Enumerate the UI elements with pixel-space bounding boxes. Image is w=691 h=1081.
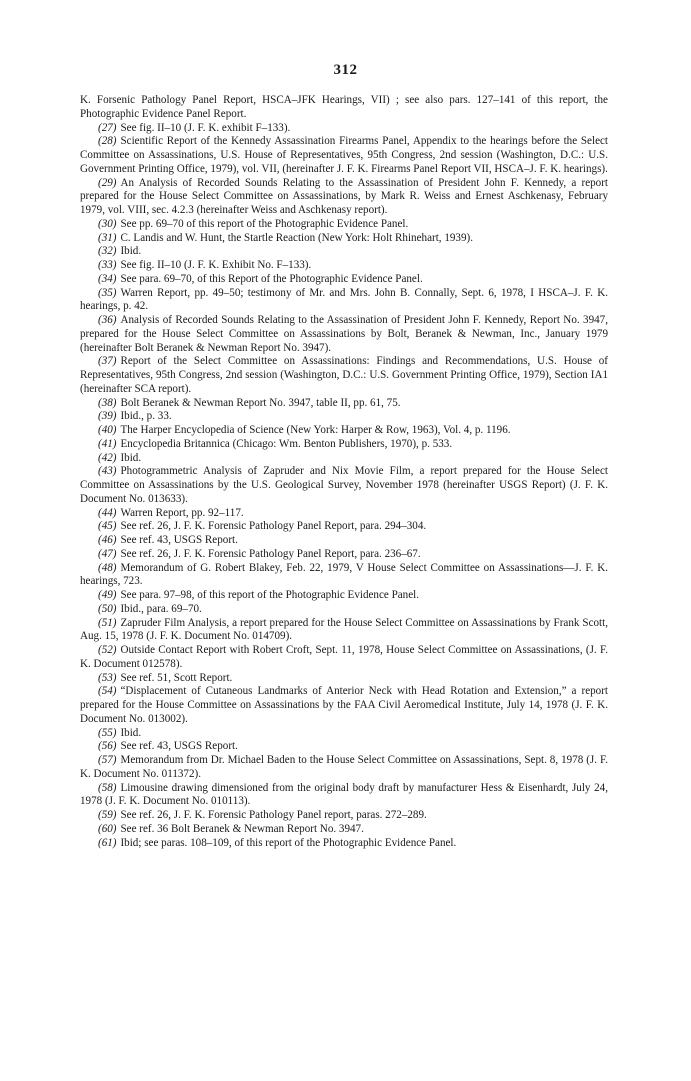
endnote-number: (59) xyxy=(98,809,117,821)
endnote-number: (31) xyxy=(98,231,117,244)
endnote-item xyxy=(80,534,608,548)
endnote-text: See ref. 43, USGS Report. xyxy=(120,740,238,753)
endnote-text: Outside Contact Report with Robert Croft, Sept. 11, 1978, House Select Committee on Assassinations, (J. F. K. Document 012578). xyxy=(80,644,608,670)
endnote-number: (36) xyxy=(98,314,117,326)
endnote-item xyxy=(80,562,608,590)
endnote-text: Scientific Report of the Kennedy Assassination Firearms Panel, Appendix to the hearings before the Select Committee on Assassinations, U.S. House of Representatives, 95th Congress, 2nd session (Washington, D.C.: U.S. Government Printing Office, 1979), vol. VII, (hereinafter J. F. K. Firearms Panel Report VII, HSCA–J. F. K. hearings). xyxy=(80,135,608,175)
endnote-item xyxy=(80,465,608,506)
endnote-text: Warren Report, pp. 92–117. xyxy=(120,506,244,519)
endnote-item xyxy=(80,452,608,466)
endnote-item xyxy=(80,438,608,452)
endnote-item xyxy=(80,685,608,726)
endnotes-list xyxy=(80,94,608,850)
endnote-item xyxy=(80,727,608,741)
endnote-number: (28) xyxy=(98,135,117,148)
endnote-text: Limousine drawing dimensioned from the original body draft by manufacturer Hess & Eisenhardt, July 24, 1978 (J. F. K. Document No. 010113). xyxy=(80,781,608,808)
endnote-text: See ref. 26, J. F. K. Forensic Pathology Panel report, paras. 272–289. xyxy=(120,809,427,821)
endnote-number: (38) xyxy=(98,396,117,409)
endnote-number: (51) xyxy=(98,616,117,629)
endnote-text: Bolt Beranek & Newman Report No. 3947, table II, pp. 61, 75. xyxy=(120,396,401,409)
endnote-text: Zapruder Film Analysis, a report prepared for the House Select Committee on Assassinations by Frank Scott, Aug. 15, 1978 (J. F. K. Document No. 014709). xyxy=(80,616,608,643)
endnote-number: (53) xyxy=(98,671,117,684)
endnote-text: Ibid., p. 33. xyxy=(120,410,172,423)
endnote-text: Warren Report, pp. 49–50; testimony of Mr. and Mrs. John B. Connally, Sept. 6, 1978, I HSCA–J. F. K. hearings, p. 42. xyxy=(80,286,608,313)
endnote-item xyxy=(80,754,608,782)
endnote-item xyxy=(80,644,608,672)
endnote-item xyxy=(80,122,608,136)
endnote-item xyxy=(80,837,608,851)
endnote-item xyxy=(80,218,608,232)
endnote-item xyxy=(80,603,608,617)
endnote-item xyxy=(80,589,608,603)
endnote-text: Ibid. xyxy=(120,726,142,739)
endnote-item xyxy=(80,397,608,411)
endnote-item xyxy=(80,245,608,259)
endnote-item xyxy=(80,314,608,355)
endnote-text: Report of the Select Committee on Assassinations: Findings and Recommendations, U.S. House of Representatives, 95th Congress, 2nd session (Washington, D.C.: U.S. Government Printing Office, 1979), Section IA1 (hereinafter SCA report). xyxy=(80,355,608,395)
page-number: 312 xyxy=(333,62,358,78)
endnote-number: (45) xyxy=(98,520,117,533)
endnote-number: (29) xyxy=(98,176,117,189)
endnote-text: See ref. 43, USGS Report. xyxy=(120,534,238,546)
endnote-text: See para. 97–98, of this report of the Photographic Evidence Panel. xyxy=(120,589,420,601)
endnote-text: Ibid; see paras. 108–109, of this report of the Photographic Evidence Panel. xyxy=(120,836,457,849)
endnote-number: (60) xyxy=(98,822,117,835)
endnote-number: (43) xyxy=(98,465,117,478)
endnote-number: (40) xyxy=(98,424,117,436)
endnote-text: See ref. 26, J. F. K. Forensic Pathology Panel Report, para. 236–67. xyxy=(120,547,421,560)
endnote-item xyxy=(80,424,608,438)
endnote-item xyxy=(80,520,608,534)
endnote-number: (32) xyxy=(98,245,117,258)
endnote-number: (35) xyxy=(98,286,117,299)
endnote-item xyxy=(80,617,608,645)
endnote-number: (39) xyxy=(98,410,117,423)
endnote-item xyxy=(80,355,608,396)
endnote-number: (54) xyxy=(98,685,117,698)
endnote-text: C. Landis and W. Hunt, the Startle Reaction (New York: Holt Rhinehart, 1939). xyxy=(120,231,473,244)
endnote-item xyxy=(80,273,608,287)
endnote-item xyxy=(80,672,608,686)
endnote-number: (49) xyxy=(98,589,117,601)
endnote-text: Memorandum of G. Robert Blakey, Feb. 22, 1979, V House Select Committee on Assassinations—J. F. K. hearings, 723. xyxy=(80,561,608,588)
endnote-text: “Displacement of Cutaneous Landmarks of Anterior Neck with Head Rotation and Extension,” a report prepared for the House Committee on Assassinations by the FAA Civil Aeromedical Institute, July 14, 1978 (J. F. K. Document No. 013002). xyxy=(80,685,608,725)
endnote-text: An Analysis of Recorded Sounds Relating to the Assassination of President John F. Kennedy, a report prepared for the House Select Committee on Assassinations, by Mark R. Weiss and Ernest Aschkenasy, February 1979, vol. VIII, sec. 4.2.3 (hereinafter Weiss and Aschkenasy report). xyxy=(80,176,608,216)
endnote-number: (33) xyxy=(98,259,117,271)
endnote-item xyxy=(80,809,608,823)
endnote-text: See pp. 69–70 of this report of the Photographic Evidence Panel. xyxy=(120,217,409,230)
endnote-item xyxy=(80,740,608,754)
endnote-item xyxy=(80,410,608,424)
endnote-number: (57) xyxy=(98,754,117,766)
endnote-item xyxy=(80,135,608,176)
endnote-number: (46) xyxy=(98,534,117,546)
endnote-text: The Harper Encyclopedia of Science (New York: Harper & Row, 1963), Vol. 4, p. 1196. xyxy=(120,424,511,436)
endnote-text: Ibid. xyxy=(120,245,142,258)
endnote-item xyxy=(80,823,608,837)
endnote-number: (47) xyxy=(98,547,117,560)
endnote-number: (61) xyxy=(98,836,117,849)
endnote-number: (56) xyxy=(98,740,117,753)
endnote-item xyxy=(80,548,608,562)
endnote-text: Ibid. xyxy=(120,451,142,464)
endnote-text: Memorandum from Dr. Michael Baden to the House Select Committee on Assassinations, Sept. 8, 1978 (J. F. K. Document No. 011372). xyxy=(80,754,608,780)
endnote-number: (27) xyxy=(98,121,117,134)
endnote-number: (50) xyxy=(98,602,117,615)
endnote-text: See fig. II–10 (J. F. K. Exhibit No. F–133). xyxy=(120,259,312,271)
endnote-text: See ref. 51, Scott Report. xyxy=(120,671,233,684)
endnote-number: (42) xyxy=(98,451,117,464)
endnote-text: Ibid., para. 69–70. xyxy=(120,602,202,615)
endnote-item xyxy=(80,177,608,218)
endnote-number: (48) xyxy=(98,561,117,574)
notes-container xyxy=(80,122,608,851)
endnote-number: (37) xyxy=(98,355,117,368)
endnote-number: (58) xyxy=(98,781,117,794)
endnote-item xyxy=(80,782,608,810)
endnote-item xyxy=(80,287,608,315)
endnote-text: Photogrammetric Analysis of Zapruder and Nix Movie Film, a report prepared for the House Select Committee on Assassinations by the U.S. Geological Survey, November 1978 (hereinafter USGS Report) (J. F. K. Document No. 013633). xyxy=(80,465,608,505)
continued-note: K. Forsenic Pathology Panel Report, HSCA–JFK Hearings, VII) ; see also pars. 127–141 of this report, the Photographic Evidence Panel Report. xyxy=(80,94,608,120)
endnote-number: (34) xyxy=(98,272,117,285)
endnote-text: See fig. II–10 (J. F. K. exhibit F–133). xyxy=(120,121,291,134)
endnote-number: (52) xyxy=(98,644,117,656)
endnote-text: See ref. 26, J. F. K. Forensic Pathology Panel Report, para. 294–304. xyxy=(120,520,427,533)
endnote-item xyxy=(80,507,608,521)
endnote-item xyxy=(80,259,608,273)
endnote-item xyxy=(80,232,608,246)
endnote-number: (44) xyxy=(98,506,117,519)
endnote-text: See ref. 36 Bolt Beranek & Newman Report No. 3947. xyxy=(120,822,364,835)
endnote-text: Analysis of Recorded Sounds Relating to the Assassination of President John F. Kennedy, Report No. 3947, prepared for the House Select Committee on Assassinations by Bolt, Beranek & Newman, Inc., January 1979 (hereinafter Bolt Beranek & Newman Report No. 3947). xyxy=(80,314,608,354)
endnote-number: (30) xyxy=(98,217,117,230)
endnote-text: Encyclopedia Britannica (Chicago: Wm. Benton Publishers, 1970), p. 533. xyxy=(120,437,453,450)
endnote-number: (41) xyxy=(98,437,117,450)
endnote-number: (55) xyxy=(98,726,117,739)
endnote-text: See para. 69–70, of this Report of the Photographic Evidence Panel. xyxy=(120,272,423,285)
